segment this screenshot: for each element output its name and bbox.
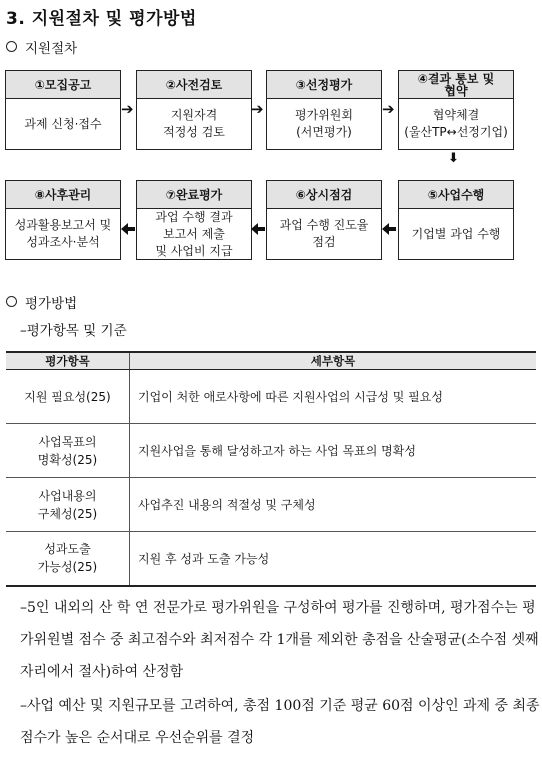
step-8-box	[5, 180, 121, 260]
step-title: ⑤사업수행	[399, 181, 513, 209]
step-6-box	[266, 180, 382, 260]
step-body: 과업 수행 진도율 점검	[279, 218, 369, 249]
subheading-procedure	[6, 37, 77, 57]
criteria-subtitle: –평가항목 및 기준	[20, 323, 127, 339]
step-title: ⑦완료평가	[137, 181, 251, 209]
note-paragraph-1: –5인 내외의 산 학 연 전문가로 평가위원을 구성하여 평가를 진행하며, 평가점수는 평가위원별 점수 중 최고점수와 최저점수 각 1개를 제외한 총점을 산술평균(소수점 셋째자리에서 절사)하여 산정함	[20, 600, 539, 680]
step-body: 과제 신청·접수	[24, 116, 102, 131]
row-item: 사업목표의 명확성(25)	[6, 424, 130, 478]
row-detail: 지원 후 성과 도출 가능성	[130, 532, 537, 586]
row-item: 성과도출 가능성(25)	[6, 532, 130, 586]
header-item: 평가항목	[6, 352, 130, 370]
step-4-box	[398, 70, 514, 150]
row-detail: 사업추진 내용의 적절성 및 구체성	[130, 478, 537, 532]
step-1-box	[5, 70, 121, 150]
table-row	[6, 370, 536, 424]
circle-bullet-icon	[6, 41, 17, 52]
step-body: 협약체결 (울산TP↔선정기업)	[404, 108, 508, 139]
circle-bullet-icon	[6, 296, 17, 307]
row-detail: 기업이 처한 애로사항에 따른 지원사업의 시급성 및 필요성	[130, 370, 537, 424]
arrow-left-icon	[251, 223, 265, 235]
step-title: ④결과 통보 및 협약	[399, 71, 513, 99]
arrow-right-icon: ➔	[121, 100, 134, 118]
evaluation-label: 평가방법	[25, 296, 78, 312]
table-row	[6, 532, 536, 586]
header-detail: 세부항목	[130, 352, 537, 370]
subheading-evaluation	[6, 292, 77, 312]
procedure-label: 지원절차	[25, 41, 78, 57]
arrow-right-icon: ➔	[251, 100, 264, 118]
step-2-box	[136, 70, 252, 150]
step-title: ②사전검토	[137, 71, 251, 99]
section-heading: 3. 지원절차 및 평가방법	[6, 9, 197, 29]
step-7-box	[136, 180, 252, 260]
step-body: 기업별 과업 수행	[411, 226, 501, 241]
table-header-row	[6, 352, 536, 370]
step-body: 지원자격 적정성 검토	[163, 108, 225, 139]
table-row	[6, 424, 536, 478]
step-title: ①모집공고	[6, 71, 120, 99]
note-paragraph-2: –사업 예산 및 지원규모를 고려하여, 총점 100점 기준 평균 60점 이상인 과제 중 최종점수가 높은 순서대로 우선순위를 결정	[20, 698, 540, 746]
row-item: 지원 필요성(25)	[6, 370, 130, 424]
step-title: ⑧사후관리	[6, 181, 120, 209]
step-5-box	[398, 180, 514, 260]
evaluation-table	[6, 351, 536, 587]
arrow-right-icon: ➔	[382, 100, 395, 118]
table-row	[6, 478, 536, 532]
row-item: 사업내용의 구체성(25)	[6, 478, 130, 532]
arrow-left-icon	[382, 223, 396, 235]
step-3-box	[266, 70, 382, 150]
arrow-down-icon: ⬇	[448, 151, 459, 166]
arrow-left-icon	[121, 223, 135, 235]
step-title: ③선정평가	[267, 71, 381, 99]
step-body: 평가위원회 (서면평가)	[295, 108, 353, 139]
row-detail: 지원사업을 통해 달성하고자 하는 사업 목표의 명확성	[130, 424, 537, 478]
step-title: ⑥상시점검	[267, 181, 381, 209]
step-body: 과업 수행 결과 보고서 제출 및 사업비 지급	[155, 209, 233, 258]
step-body: 성과활용보고서 및 성과조사·분석	[14, 218, 112, 249]
